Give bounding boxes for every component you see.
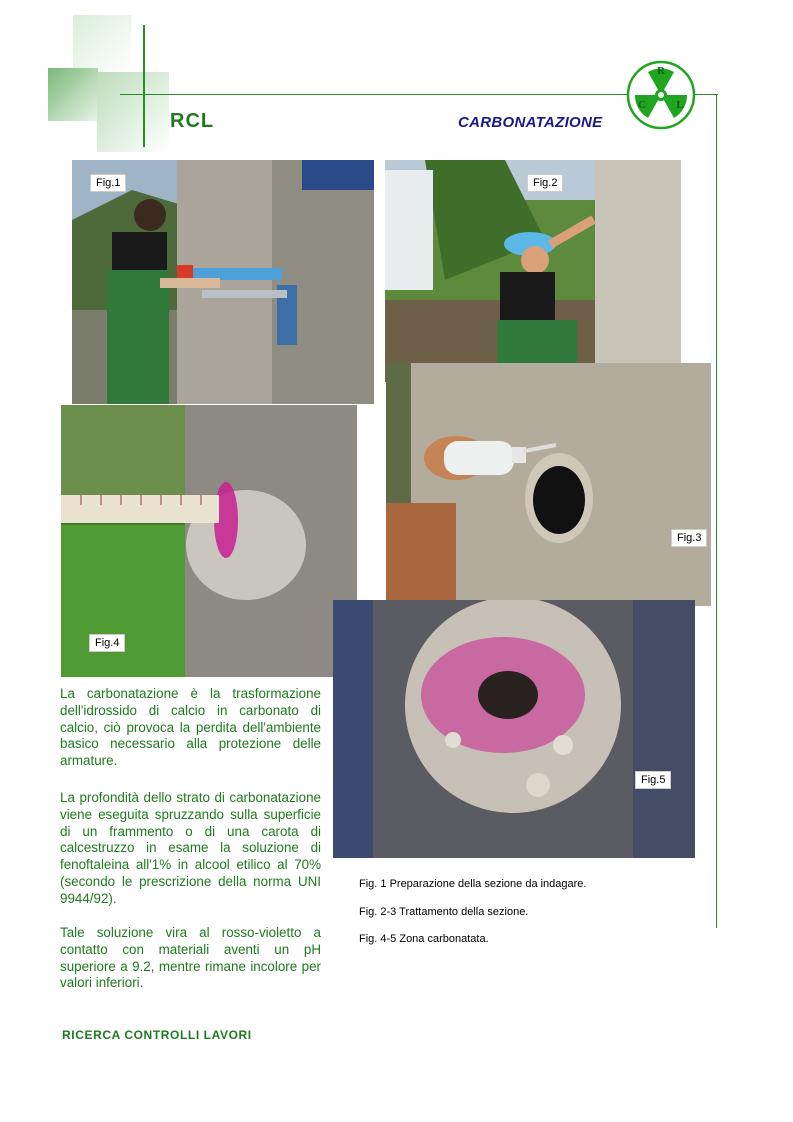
figure-label: Fig.2 (527, 174, 563, 192)
decor-square (97, 72, 169, 152)
photo-fig2-treatment (385, 160, 681, 382)
paragraph-definition: La carbonatazione è la trasformazione dell'idrossido di calcio in carbonato di calcio, ciò provoca la perdita dell'ambiente basico necessario alla protezione delle armature. (60, 686, 321, 769)
figure-label: Fig.4 (89, 634, 125, 652)
brand-name: RCL (170, 110, 215, 132)
decor-vertical-rule (143, 25, 145, 147)
figure-label: Fig.5 (635, 771, 671, 789)
logo-letter-r: R (657, 65, 665, 77)
figure-label: Fig.1 (90, 174, 126, 192)
decor-square (48, 68, 98, 121)
right-margin-rule (716, 94, 717, 928)
paragraph-result: Tale soluzione vira al rosso-violetto a contatto con materiali aventi un pH superiore a 9.2, mentre rimane incolore per valori inferiori. (60, 925, 321, 991)
photo-fig4-measurement (61, 405, 357, 677)
caption-fig2-3: Fig. 2-3 Trattamento della sezione. (359, 906, 529, 918)
footer-company: RICERCA CONTROLLI LAVORI (62, 1028, 252, 1042)
paragraph-method: La profondità dello strato di carbonatazione viene eseguita spruzzando sulla superficie di un frammento o di una carota di calcestruzzo in esame la soluzione di fenoftaleina all'1% in alcool etilico al 70% (secondo le prescrizione della norma UNI 9944/92). (60, 790, 321, 906)
caption-fig4-5: Fig. 4-5 Zona carbonatata. (359, 933, 489, 945)
logo-letter-c: C (638, 99, 646, 111)
photo-fig1-drilling (72, 160, 374, 404)
photo-fig3-spraying (386, 363, 711, 606)
logo-letter-l: L (676, 99, 684, 111)
rcl-logo (626, 60, 696, 130)
photo-fig5-carbonated-zone (333, 600, 695, 858)
figure-label: Fig.3 (671, 529, 707, 547)
caption-fig1: Fig. 1 Preparazione della sezione da indagare. (359, 878, 587, 890)
page-title: CARBONATAZIONE (458, 114, 603, 131)
decor-square (73, 15, 131, 73)
